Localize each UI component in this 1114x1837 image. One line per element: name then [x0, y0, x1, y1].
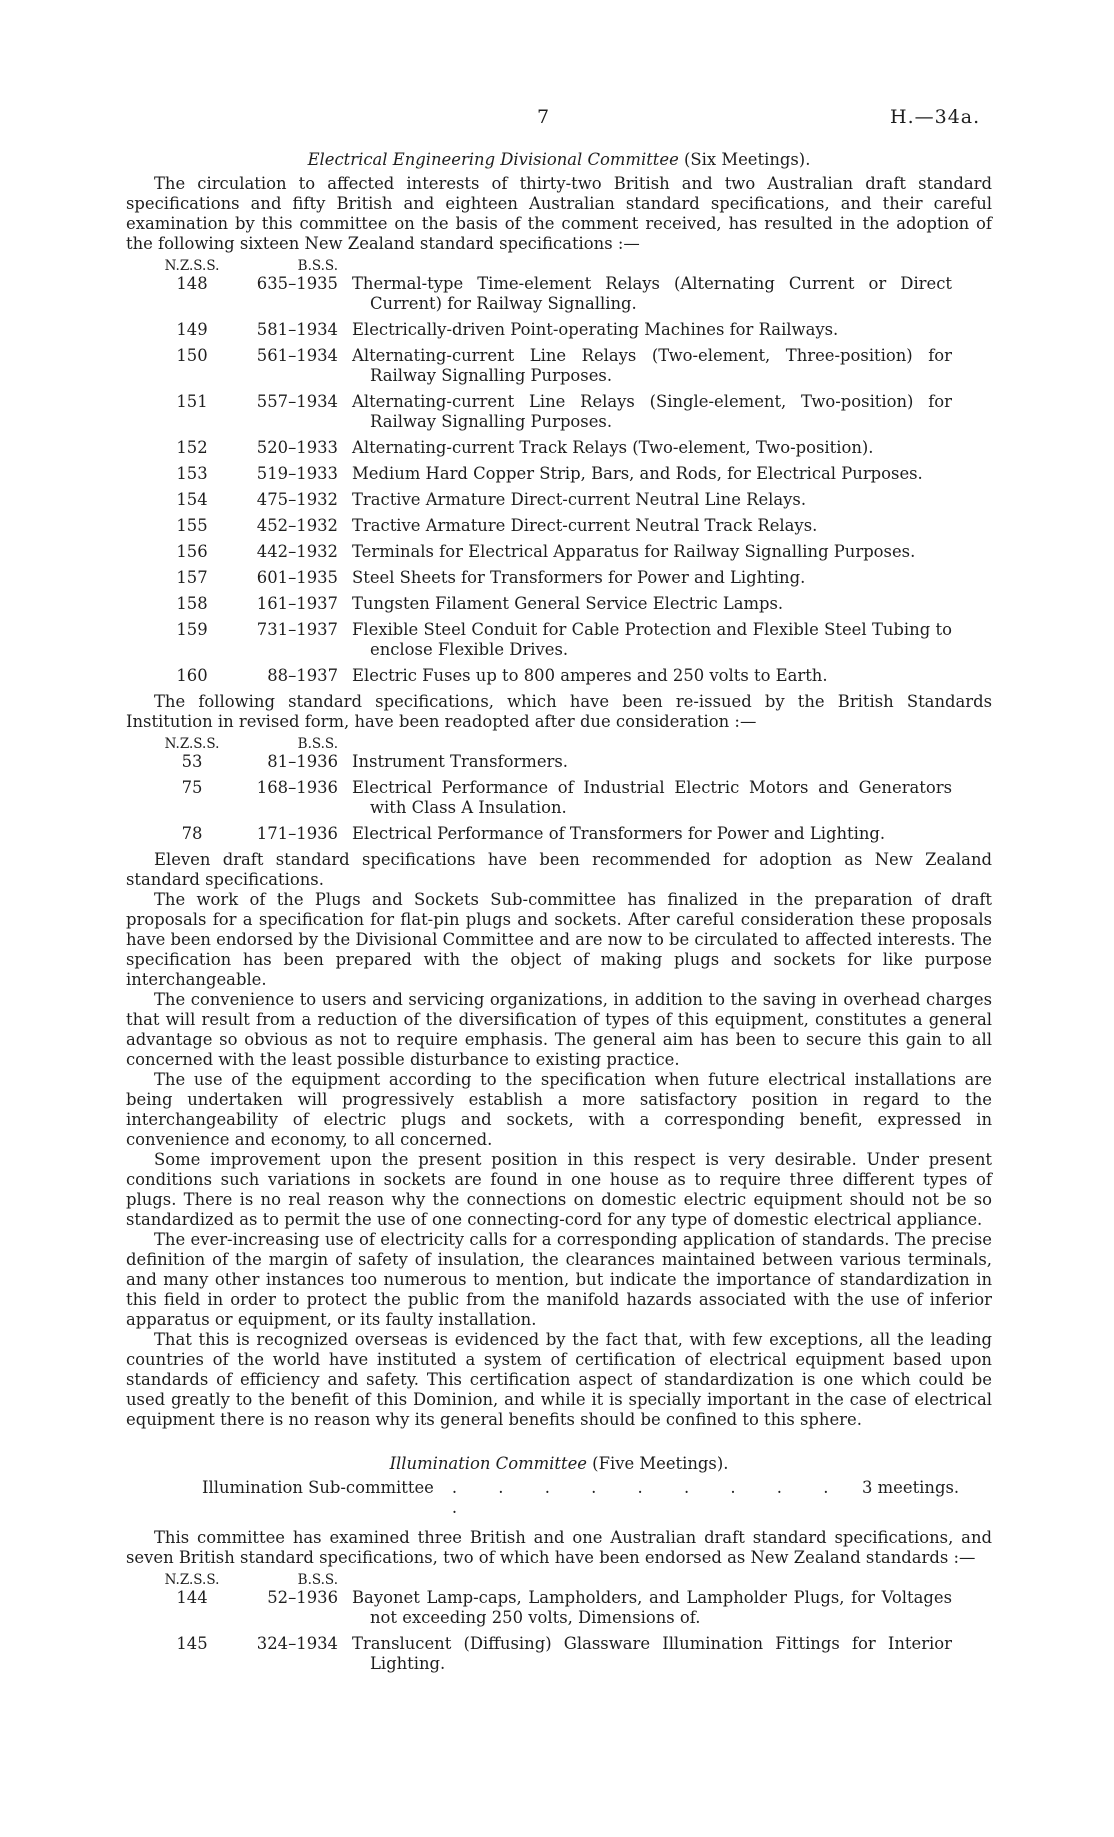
nzss-number: 75: [181, 778, 203, 797]
bss-number: 324–1934: [256, 1634, 338, 1653]
table-row: [126, 588, 952, 614]
nzss-number: 145: [176, 1634, 208, 1653]
body-paragraph: The ever-increasing use of electricity calls for a corresponding application of standards. The precise definition of the margin of safety of insulation, the clearances maintained between various terminals, and many other instances too numerous to mention, but indicate the importance of standardization in this field in order to protect the public from the manifold hazards associated with the use of inferior apparatus or equipment, or its faulty installation.: [126, 1230, 992, 1329]
section-heading-meetings: (Five Meetings).: [586, 1454, 729, 1473]
section-heading-illumination: [126, 1454, 992, 1474]
bss-number: 161–1937: [256, 594, 338, 613]
table-row: [126, 274, 952, 314]
specification-title: Alternating-current Line Relays (Single-element, Two-position) for Railway Signalling Purposes.: [352, 392, 952, 431]
body-paragraph: That this is recognized overseas is evidenced by the fact that, with few exceptions, all the leading countries of the world have instituted a system of certification of electrical equipment based upon standards of efficiency and safety. This certification aspect of standardization is one which could be used greatly to the benefit of this Dominion, and while it is specially important in the case of electrical equipment there is no reason why its general benefits should be confined to this sphere.: [126, 1330, 992, 1429]
page-body: [126, 150, 992, 1680]
bss-number: 635–1935: [256, 274, 338, 293]
specification-title: Tungsten Filament General Service Electric Lamps.: [352, 594, 784, 613]
nzss-number: 159: [176, 620, 208, 639]
bss-number: 581–1934: [256, 320, 338, 339]
nzss-number: 148: [176, 274, 208, 293]
specification-title: Instrument Transformers.: [352, 752, 568, 771]
adopted-specifications-table: [126, 258, 952, 686]
specification-title: Medium Hard Copper Strip, Bars, and Rods, for Electrical Purposes.: [352, 464, 923, 483]
column-header-nzss: N.Z.S.S.: [164, 736, 220, 752]
specification-title: Alternating-current Track Relays (Two-element, Two-position).: [352, 438, 874, 457]
table-row: [126, 340, 952, 386]
leader-dots: . . . . . . . . . .: [451, 1478, 847, 1517]
electrical-intro-paragraph: The circulation to affected interests of thirty-two British and two Australian draft standard specifications and fifty British and eighteen Australian standard specifications, and their careful examination by this committee on the basis of the comment received, has resulted in the adoption of the following sixteen New Zealand standard specifications :—: [126, 174, 992, 253]
illumination-specifications-table: [126, 1572, 952, 1674]
table-row: [126, 484, 952, 510]
column-header-bss: B.S.S.: [297, 736, 338, 752]
specification-title: Tractive Armature Direct-current Neutral Track Relays.: [352, 516, 818, 535]
table-row: [126, 1588, 952, 1628]
illumination-intro-paragraph: This committee has examined three British and one Australian draft standard specifications, and seven British standard specifications, two of which have been endorsed as New Zealand standards :—: [126, 1528, 992, 1567]
bss-number: 731–1937: [256, 620, 338, 639]
nzss-number: 150: [176, 346, 208, 365]
bss-number: 520–1933: [256, 438, 338, 457]
body-paragraph: The convenience to users and servicing organizations, in addition to the saving in overhead charges that will result from a reduction of the diversification of types of this equipment, constitutes a general advantage so obvious as not to require emphasis. The general aim has been to secure this gain to all concerned with the least possible disturbance to existing practice.: [126, 990, 992, 1069]
bss-number: 475–1932: [256, 490, 338, 509]
body-paragraph: Eleven draft standard specifications have been recommended for adoption as New Zealand standard specifications.: [126, 850, 992, 889]
nzss-number: 153: [176, 464, 208, 483]
specification-title: Steel Sheets for Transformers for Power and Lighting.: [352, 568, 806, 587]
table-row: [126, 432, 952, 458]
body-paragraph: The work of the Plugs and Sockets Sub-committee has finalized in the preparation of draft proposals for a specification for flat-pin plugs and sockets. After careful consideration these proposals have been endorsed by the Divisional Committee and are now to be circulated to affected interests. The specification has been prepared with the object of making plugs and sockets for like purpose interchangeable.: [126, 890, 993, 989]
specification-title: Translucent (Diffusing) Glassware Illumination Fittings for Interior Lighting.: [352, 1634, 952, 1673]
table-row: [126, 660, 952, 686]
subcommittee-meetings-line: [126, 1478, 992, 1518]
bss-number: 88–1937: [267, 666, 338, 685]
table-header-row: [126, 736, 952, 752]
column-header-nzss: N.Z.S.S.: [164, 258, 220, 274]
bss-number: 52–1936: [267, 1588, 338, 1607]
document-reference: H.—34a.: [890, 106, 981, 128]
section-heading-meetings: (Six Meetings).: [678, 150, 811, 169]
section-heading-electrical: [126, 150, 992, 170]
bss-number: 561–1934: [256, 346, 338, 365]
nzss-number: 53: [181, 752, 203, 771]
nzss-number: 154: [176, 490, 208, 509]
table-row: [126, 386, 952, 432]
nzss-number: 158: [176, 594, 208, 613]
nzss-number: 152: [176, 438, 208, 457]
bss-number: 171–1936: [256, 824, 338, 843]
specification-title: Electrical Performance of Industrial Electric Motors and Generators with Class A Insulation.: [352, 778, 952, 817]
table-row: [126, 562, 952, 588]
table-row: [126, 1628, 952, 1674]
body-paragraph: Some improvement upon the present position in this respect is very desirable. Under present conditions such variations in sockets are found in one house as to require three different types of plugs. There is no real reason why the connections on domestic electric equipment should not be so standardized as to permit the use of one connecting-cord for any type of domestic electrical appliance.: [126, 1150, 992, 1229]
section-heading-title: Illumination Committee: [389, 1454, 587, 1473]
bss-number: 442–1932: [256, 542, 338, 561]
bss-number: 452–1932: [256, 516, 338, 535]
table-row: [126, 614, 952, 660]
nzss-number: 151: [176, 392, 208, 411]
bss-number: 601–1935: [256, 568, 338, 587]
nzss-number: 155: [176, 516, 208, 535]
nzss-number: 157: [176, 568, 208, 587]
table-row: [126, 458, 952, 484]
table-header-row: [126, 1572, 952, 1588]
bss-number: 519–1933: [256, 464, 338, 483]
section-heading-title: Electrical Engineering Divisional Committee: [307, 150, 679, 169]
table-row: [126, 510, 952, 536]
subcommittee-label: Illumination Sub-committee: [202, 1478, 434, 1497]
nzss-number: 144: [176, 1588, 208, 1607]
table-row: [126, 772, 952, 818]
specification-title: Terminals for Electrical Apparatus for Railway Signalling Purposes.: [352, 542, 916, 561]
specification-title: Electric Fuses up to 800 amperes and 250 volts to Earth.: [352, 666, 828, 685]
subcommittee-meeting-count: 3 meetings.: [862, 1478, 960, 1497]
column-header-nzss: N.Z.S.S.: [164, 1572, 220, 1588]
column-header-bss: B.S.S.: [297, 1572, 338, 1588]
page-number: 7: [537, 106, 550, 128]
specification-title: Bayonet Lamp-caps, Lampholders, and Lampholder Plugs, for Voltages not exceeding 250 volts, Dimensions of.: [352, 1588, 952, 1627]
body-paragraph: The use of the equipment according to the specification when future electrical installations are being undertaken will progressively establish a more satisfactory position in regard to the interchangeability of electric plugs and sockets, with a corresponding benefit, expressed in convenience and economy, to all concerned.: [126, 1070, 992, 1149]
specification-title: Flexible Steel Conduit for Cable Protection and Flexible Steel Tubing to enclose Flexible Drives.: [352, 620, 952, 659]
specification-title: Electrically-driven Point-operating Machines for Railways.: [352, 320, 839, 339]
nzss-number: 156: [176, 542, 208, 561]
table-row: [126, 314, 952, 340]
nzss-number: 160: [176, 666, 208, 685]
reissued-intro-paragraph: The following standard specifications, which have been re-issued by the British Standards Institution in revised form, have been readopted after due consideration :—: [126, 692, 992, 731]
table-row: [126, 752, 952, 772]
body-paragraphs: [126, 850, 992, 1430]
column-header-bss: B.S.S.: [297, 258, 338, 274]
bss-number: 168–1936: [256, 778, 338, 797]
table-row: [126, 536, 952, 562]
specification-title: Electrical Performance of Transformers for Power and Lighting.: [352, 824, 886, 843]
specification-title: Tractive Armature Direct-current Neutral Line Relays.: [352, 490, 807, 509]
nzss-number: 78: [181, 824, 203, 843]
bss-number: 557–1934: [256, 392, 338, 411]
specification-title: Alternating-current Line Relays (Two-element, Three-position) for Railway Signalling Purposes.: [352, 346, 952, 385]
table-header-row: [126, 258, 952, 274]
specification-title: Thermal-type Time-element Relays (Alternating Current or Direct Current) for Railway Signalling.: [352, 274, 952, 313]
bss-number: 81–1936: [267, 752, 338, 771]
readopted-specifications-table: [126, 736, 952, 844]
nzss-number: 149: [176, 320, 208, 339]
table-row: [126, 818, 952, 844]
